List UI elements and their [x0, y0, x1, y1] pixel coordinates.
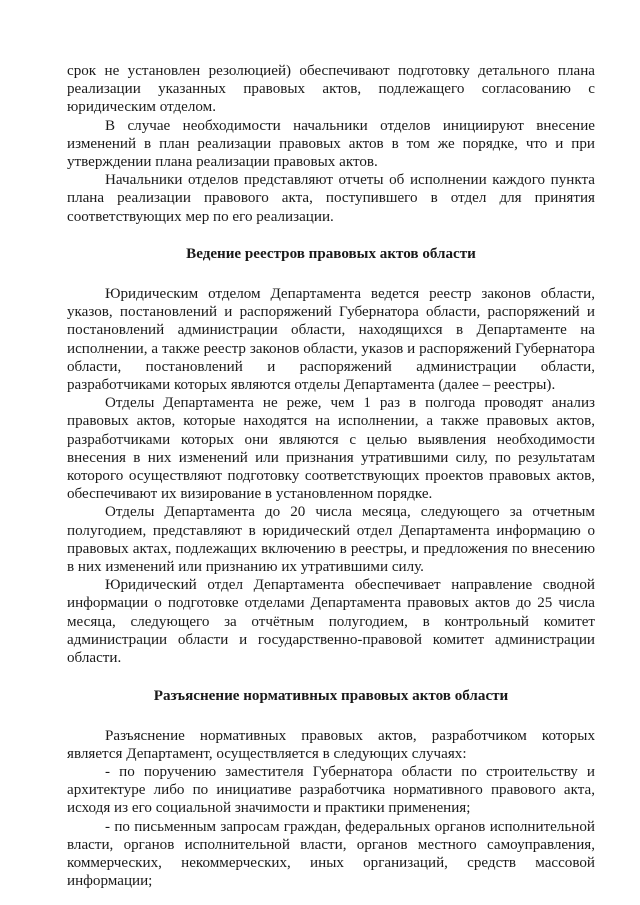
paragraph: срок не установлен резолюцией) обеспечивают подготовку детального плана реализации указанных правовых актов, подлежащего согласованию с юридическим отделом. [67, 63, 595, 116]
paragraph: Разъяснение нормативных правовых актов, разработчиком которых является Департамент, осуществляется в следующих случаях: [67, 727, 595, 762]
section-heading: Разъяснение нормативных правовых актов области [153, 688, 509, 705]
document-page [67, 62, 595, 890]
paragraph: В случае необходимости начальники отделов инициируют внесение изменений в план реализации правовых актов в том же порядке, что и при утверждении плана реализации правовых актов. [67, 117, 595, 171]
paragraph: Юридический отдел Департамента обеспечивает направление сводной информации о подготовке отделами Департамента правовых актов до 25 числа месяца, следующего за отчётным полугодием, в контрольный комитет администрации области и государственно-правовой комитет администрации области. [67, 577, 595, 667]
paragraph: Юридическим отделом Департамента ведется реестр законов области, указов, постановлений и распоряжений Губернатора области, распоряжений и постановлений администрации области, находящихся в Департаменте на исполнении, а также реестр законов области, указов и распоряжений Губернатора области, постановлений и распоряжений администрации области, разработчиками которых являются отделы Департамента (далее – реестры). [67, 286, 595, 394]
list-item: - по поручению заместителя Губернатора области по строительству и архитектуре либо по инициативе разработчика нормативного правового акта, исходя из его социальной значимости и практики применения; [67, 763, 595, 817]
paragraph: Отделы Департамента не реже, чем 1 раз в полгода проводят анализ правовых актов, которые находятся на исполнении, а также правовых актов, разработчиками которых они являются с целью выявления необходимости внесения в них изменений или признания утратившими силу, по результатам которого осуществляют подготовку соответствующих проектов правовых актов, обеспечивают их визирование в установленном порядке. [67, 395, 595, 503]
paragraph: Отделы Департамента до 20 числа месяца, следующего за отчетным полугодием, представляют в юридический отдел Департамента информацию о правовых актах, подлежащих включению в реестры, и предложения по внесению в них изменений или признанию их утратившими силу. [67, 504, 595, 576]
paragraph: Начальники отделов представляют отчеты об исполнении каждого пункта плана реализации правового акта, поступившего в отдел для принятия соответствующих мер по его реализации. [67, 172, 595, 225]
section-heading: Ведение реестров правовых актов области [186, 245, 476, 262]
list-item: - по письменным запросам граждан, федеральных органов исполнительной власти, органов исполнительной власти, органов местного самоуправления, коммерческих, некоммерческих, иных организаций, средств массовой информации; [67, 818, 595, 890]
